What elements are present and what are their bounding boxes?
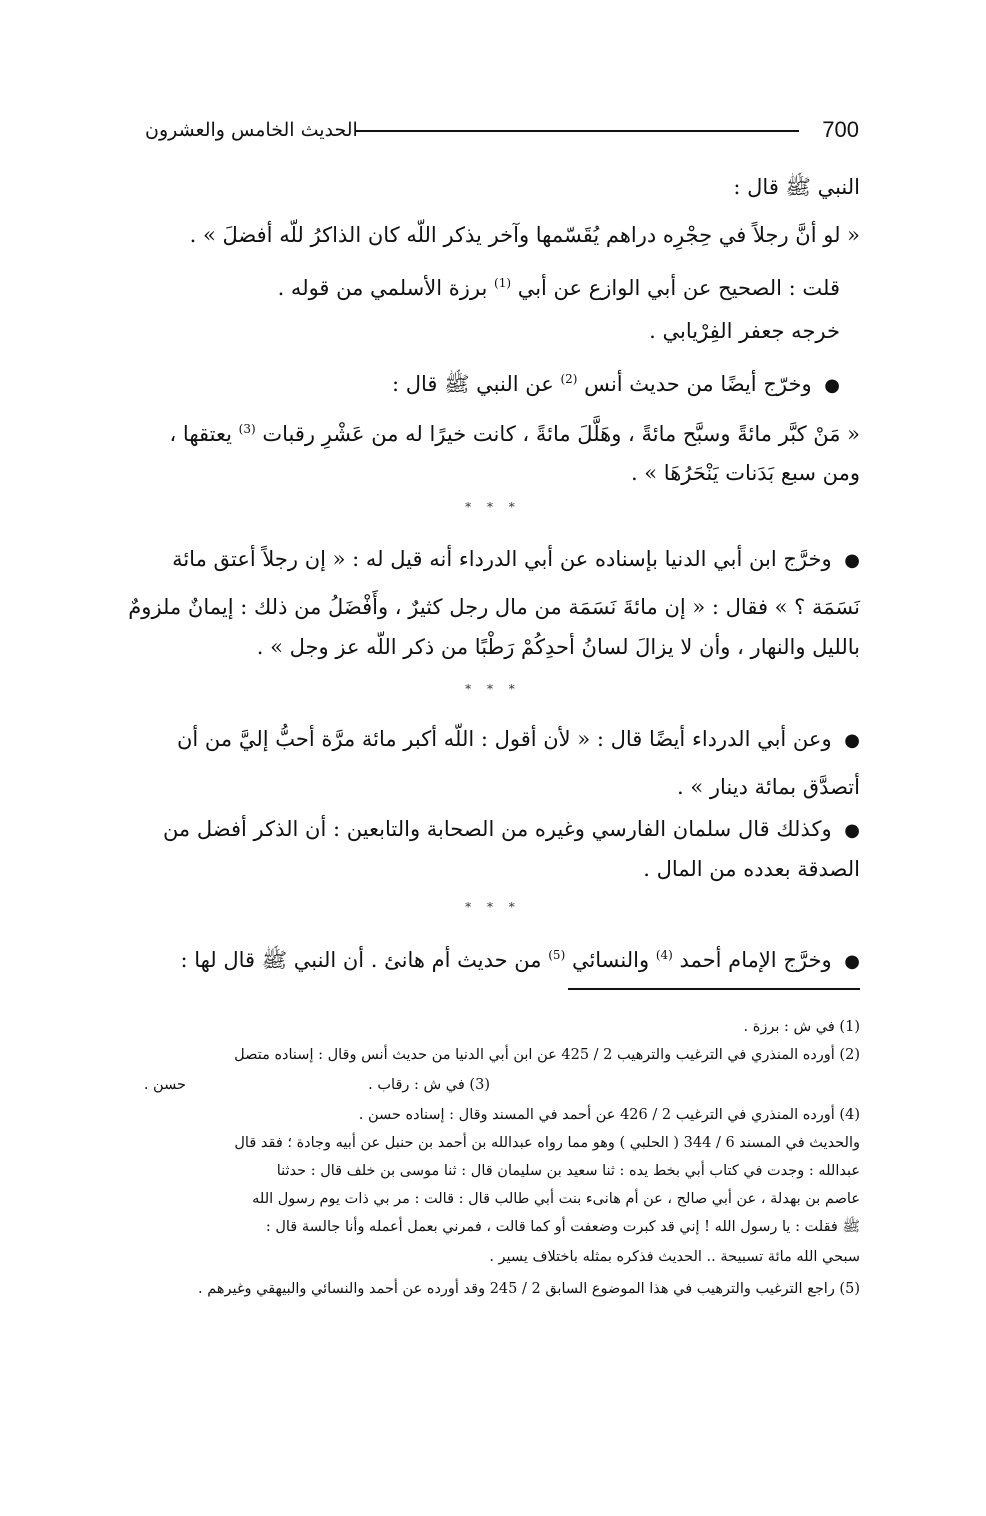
text-span: وكذلك قال سلمان الفارسي وغيره من الصحابة والتابعين : أن الذكر أفضل من <box>162 817 832 841</box>
footnote-ref: (4) <box>655 948 673 962</box>
footnote-ref: (3) <box>238 422 256 436</box>
text-span: وخرّج أيضًا من حديث أنس <box>584 372 812 396</box>
header-rule <box>355 130 799 132</box>
text-line <box>106 362 840 403</box>
text-span: وخرَّج الإمام أحمد <box>679 948 832 972</box>
section-divider: * * * <box>465 682 521 696</box>
text-line <box>106 314 840 348</box>
footnote-4-line: (4) أورده المنذري في الترغيب 2 / 426 عن أحمد في المسند وقال : إسناده حسن . <box>358 1107 860 1123</box>
text-span: ومن سبع بَدَنات يَنْحَرُهَا » . <box>630 461 860 485</box>
text-span: برزة الأسلمي من قوله . <box>277 276 488 300</box>
text-line <box>126 542 860 578</box>
footnote-1: (1) في ش : برزة . <box>743 1019 860 1035</box>
footnote-3: (3) في ش : رقاب . <box>368 1077 490 1093</box>
text-span: وعن أبي الدرداء أيضًا قال : « لأن أقول : اللّه أكبر مائة مرَّة أحبُّ إليَّ من أن <box>177 727 832 751</box>
text-span: « مَنْ كبَّر مائةً وسبَّح مائةً ، وهَلَّلَ مائةً ، كانت خيرًا له من عَشْرِ رقبات <box>262 422 860 446</box>
text-span: قلت : الصحيح عن أبي الوازع عن أبي <box>517 276 840 300</box>
text-line <box>126 722 860 758</box>
text-line <box>126 170 860 204</box>
text-line <box>126 938 860 979</box>
bullet-icon: ● <box>844 820 860 841</box>
text-span: يعتقها ، <box>169 422 232 446</box>
footnote-4-line: والحديث في المسند 6 / 344 ( الحلبي ) وهو مما رواه عبدالله بن أحمد بن حنبل عن أبيه وجادة ؛ فقد قال <box>234 1135 860 1151</box>
text-span: الصدقة بعدده من المال . <box>643 857 860 881</box>
text-line <box>126 812 860 848</box>
text-span: عن النبي ﷺ قال : <box>392 372 554 396</box>
footnote-4-line: سبحي الله مائة تسبيحة .. الحديث فذكره بمثله باختلاف يسير . <box>489 1249 860 1265</box>
text-line <box>126 412 860 451</box>
bullet-icon: ● <box>844 730 860 751</box>
page-number: 700 <box>822 117 859 142</box>
footnote-2-line: (2) أورده المنذري في الترغيب والترهيب 2 / 425 عن ابن أبي الدنيا من حديث أنس وقال : إسناده متصل <box>234 1047 860 1063</box>
footnote-ref: (2) <box>560 372 578 386</box>
text-line <box>126 456 860 490</box>
page-header <box>145 116 859 150</box>
footnote-ref: (1) <box>494 276 512 290</box>
footnote-4-line: ﷺ فقلت : يا رسول الله ! إني قد كبرت وضعفت أو كما قالت ، فمرني بعمل أعمله وأنا جالسة قال : <box>265 1219 860 1235</box>
text-span: النبي ﷺ قال : <box>733 175 860 199</box>
footnote-4-line: عاصم بن بهدلة ، عن أبي صالح ، عن أم هانىء بنت أبي طالب قال : قالت : مر بي ذات يوم رسول الله <box>252 1191 860 1207</box>
text-line <box>106 266 840 305</box>
text-line <box>126 590 860 624</box>
footnote-rule <box>568 988 860 990</box>
text-line <box>126 770 860 804</box>
text-line <box>126 852 860 886</box>
running-title: الحديث الخامس والعشرون <box>145 119 358 141</box>
text-span: نَسَمَة ؟ » فقال : « إن مائةَ نَسَمَة من مال رجل كثيرٌ ، وأَفْضَلُ من ذلك : إيمانٌ ملزومٌ <box>128 595 860 619</box>
footnote-4-line: عبدالله : وجدت في كتاب أبي بخط يده : ثنا سعيد بن سليمان قال : ثنا موسى بن خلف قال : حدثنا <box>276 1163 860 1179</box>
text-span: والنسائي <box>571 948 650 972</box>
bullet-icon: ● <box>824 375 840 396</box>
section-divider: * * * <box>465 500 521 514</box>
text-line <box>126 218 860 252</box>
footnote-2-line: حسن . <box>143 1077 186 1093</box>
text-span: وخرَّج ابن أبي الدنيا بإسناده عن أبي الدرداء أنه قيل له : « إن رجلاً أعتق مائة <box>172 547 832 571</box>
section-divider: * * * <box>465 900 521 914</box>
text-span: من حديث أم هانئ . أن النبي ﷺ قال لها : <box>180 948 542 972</box>
bullet-icon: ● <box>844 550 860 571</box>
text-span: بالليل والنهار ، وأن لا يزالَ لسانُ أحدِكُمْ رَطْبًا من ذكر اللّه عز وجل » . <box>256 635 860 659</box>
text-span: خرجه جعفر الفِرْيابي . <box>649 319 840 343</box>
bullet-icon: ● <box>844 951 860 972</box>
text-span: أتصدَّق بمائة دينار » . <box>677 775 860 799</box>
footnote-5: (5) راجع الترغيب والترهيب في هذا الموضوع السابق 2 / 245 وقد أورده عن أحمد والنسائي والبيهقي وغيرهم . <box>198 1281 860 1297</box>
footnote-ref: (5) <box>548 948 566 962</box>
text-line <box>126 630 860 664</box>
text-span: « لو أنَّ رجلاً في حِجْرِه دراهم يُقَسّمها وآخر يذكر اللّه كان الذاكرُ للّه أفضلَ » . <box>189 223 860 247</box>
